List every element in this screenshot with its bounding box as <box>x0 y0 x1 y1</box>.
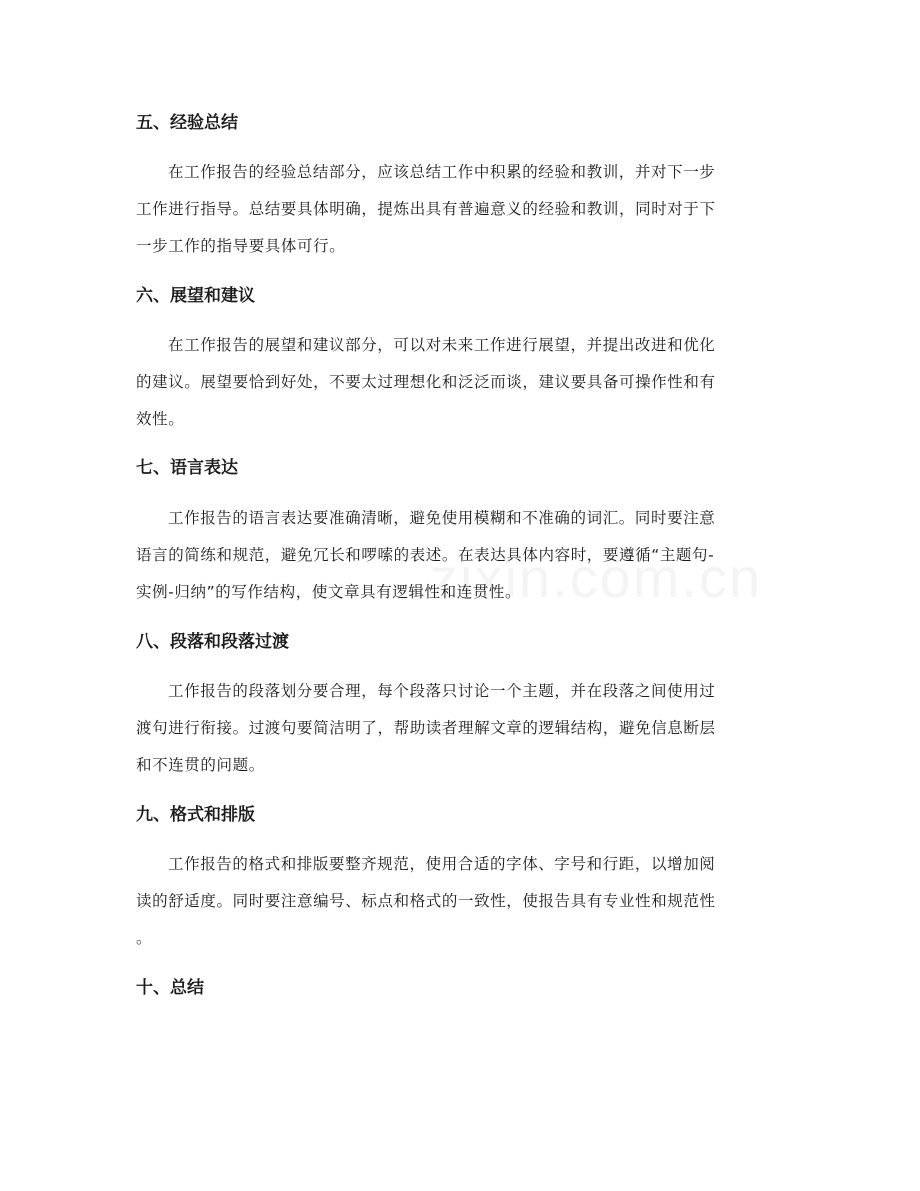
section-paragraph-8 <box>136 673 786 784</box>
paragraph-line: 的建议。展望要恰到好处，不要太过理想化和泛泛而谈，建议要具备可操作性和有 <box>136 373 716 391</box>
section-heading-5: 五、经验总结 <box>136 113 238 133</box>
section-heading-7: 七、语言表达 <box>136 458 238 478</box>
paragraph-line: 工作报告的段落划分要合理，每个段落只讨论一个主题，并在段落之间使用过 <box>168 682 716 700</box>
section-heading-9: 九、格式和排版 <box>136 805 255 825</box>
paragraph-line: 工作报告的格式和排版要整齐规范，使用合适的字体、字号和行距，以增加阅 <box>168 855 716 873</box>
paragraph-line: 效性。 <box>136 410 185 428</box>
paragraph-line: 一步工作的指导要具体可行。 <box>136 237 346 255</box>
section-paragraph-9 <box>136 846 786 957</box>
section-heading-10: 十、总结 <box>136 978 204 998</box>
section-paragraph-5 <box>136 154 786 265</box>
paragraph-line: 工作报告的语言表达要准确清晰，避免使用模糊和不准确的词汇。同时要注意 <box>168 509 716 527</box>
paragraph-line: 读的舒适度。同时要注意编号、标点和格式的一致性，使报告具有专业性和规范性 <box>136 892 716 910</box>
section-heading-6: 六、展望和建议 <box>136 286 255 306</box>
paragraph-line: 工作进行指导。总结要具体明确，提炼出具有普遍意义的经验和教训，同时对于下 <box>136 200 716 218</box>
paragraph-line: 在工作报告的经验总结部分，应该总结工作中积累的经验和教训，并对下一步 <box>168 163 716 181</box>
paragraph-line: 和不连贯的问题。 <box>136 756 265 774</box>
section-paragraph-6 <box>136 327 786 438</box>
paragraph-line: 渡句进行衔接。过渡句要简洁明了，帮助读者理解文章的逻辑结构，避免信息断层 <box>136 719 716 737</box>
paragraph-line: 在工作报告的展望和建议部分，可以对未来工作进行展望，并提出改进和优化 <box>168 336 716 354</box>
section-paragraph-7 <box>136 500 786 611</box>
paragraph-line: 实例-归纳”的写作结构，使文章具有逻辑性和连贯性。 <box>136 583 522 601</box>
section-heading-8: 八、段落和段落过渡 <box>136 632 289 652</box>
paragraph-line: 。 <box>136 929 153 947</box>
paragraph-line: 语言的简练和规范，避免冗长和啰嗦的表述。在表达具体内容时，要遵循“主题句- <box>136 546 715 564</box>
